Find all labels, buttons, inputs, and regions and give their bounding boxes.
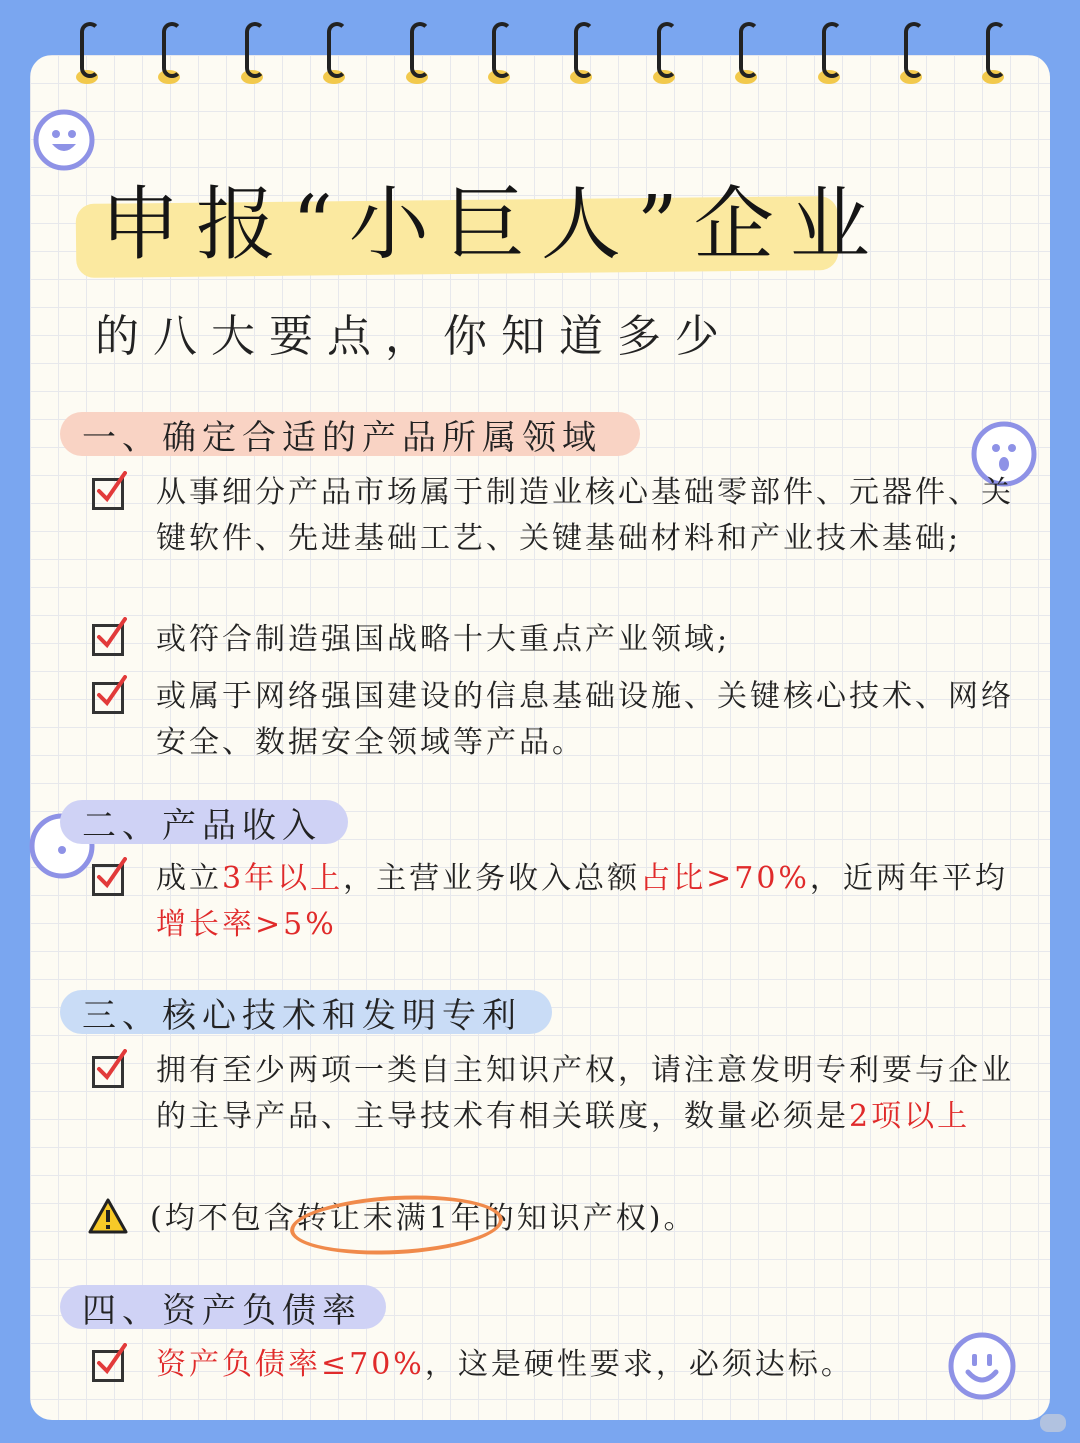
- checkbox-icon: [92, 624, 124, 656]
- spiral-ring: [323, 22, 345, 84]
- section-1-item-1: 从事细分产品市场属于制造业核心基础零部件、元器件、关键软件、先进基础工艺、关键基础材料和产业技术基础;: [156, 475, 1014, 556]
- watermark-badge: [1040, 1414, 1066, 1432]
- checkbox-icon: [92, 1056, 124, 1088]
- spiral-ring: [653, 22, 675, 84]
- section-4-item-1: [156, 1342, 1016, 1388]
- section-3-heading: 三、核心技术和发明专利: [82, 996, 522, 1036]
- section-1-item-3: 或属于网络强国建设的信息基础设施、关键核心技术、网络安全、数据安全领域等产品。: [156, 679, 1014, 760]
- section-2-heading: 二、产品收入: [82, 806, 322, 846]
- checkbox-icon: [92, 478, 124, 510]
- highlight-text: 2项以上: [849, 1099, 971, 1134]
- item-text: 拥有至少两项一类自主知识产权，请注意发明专利要与企业的主导产品、主导技术有相关联度，数量必须是: [156, 1053, 1014, 1134]
- item-text: ，主营业务收入总额: [343, 861, 641, 896]
- item-text: 成立: [156, 861, 222, 896]
- item-text: ，近两年平均: [809, 861, 1008, 896]
- spiral-ring: [488, 22, 510, 84]
- page-title: 申报“小巨人”企业: [100, 178, 886, 271]
- section-3-item-1: [156, 1048, 1016, 1140]
- checkbox-icon: [92, 864, 124, 896]
- section-3-warning: (均不包含转让未满1年的知识产权)。: [150, 1201, 697, 1236]
- section-4-heading: 四、资产负债率: [82, 1291, 362, 1331]
- spiral-ring: [900, 22, 922, 84]
- spiral-ring: [982, 22, 1004, 84]
- spiral-ring: [818, 22, 840, 84]
- highlight-text: 占比>70%: [640, 861, 810, 896]
- spiral-ring: [406, 22, 428, 84]
- page-subtitle: 的八大要点，你知道多少: [95, 311, 733, 362]
- warning-icon: [88, 1198, 128, 1234]
- spiral-binding: [0, 22, 1080, 92]
- spiral-ring: [158, 22, 180, 84]
- spiral-ring: [76, 22, 98, 84]
- checkbox-icon: [92, 682, 124, 714]
- spiral-ring: [241, 22, 263, 84]
- checkbox-icon: [92, 1350, 124, 1382]
- section-2-item-1: [156, 856, 1016, 948]
- item-text: ，这是硬性要求，必须达标。: [424, 1347, 854, 1382]
- spiral-ring: [570, 22, 592, 84]
- spiral-ring: [735, 22, 757, 84]
- highlight-text: 资产负债率≤70%: [156, 1347, 425, 1382]
- highlight-text: 3年以上: [222, 861, 344, 896]
- smiley-icon: [32, 108, 96, 172]
- section-1-heading: 一、确定合适的产品所属领域: [82, 418, 602, 458]
- section-1-item-2: 或符合制造强国战略十大重点产业领域;: [156, 622, 731, 657]
- highlight-text: 增长率>5%: [156, 907, 337, 942]
